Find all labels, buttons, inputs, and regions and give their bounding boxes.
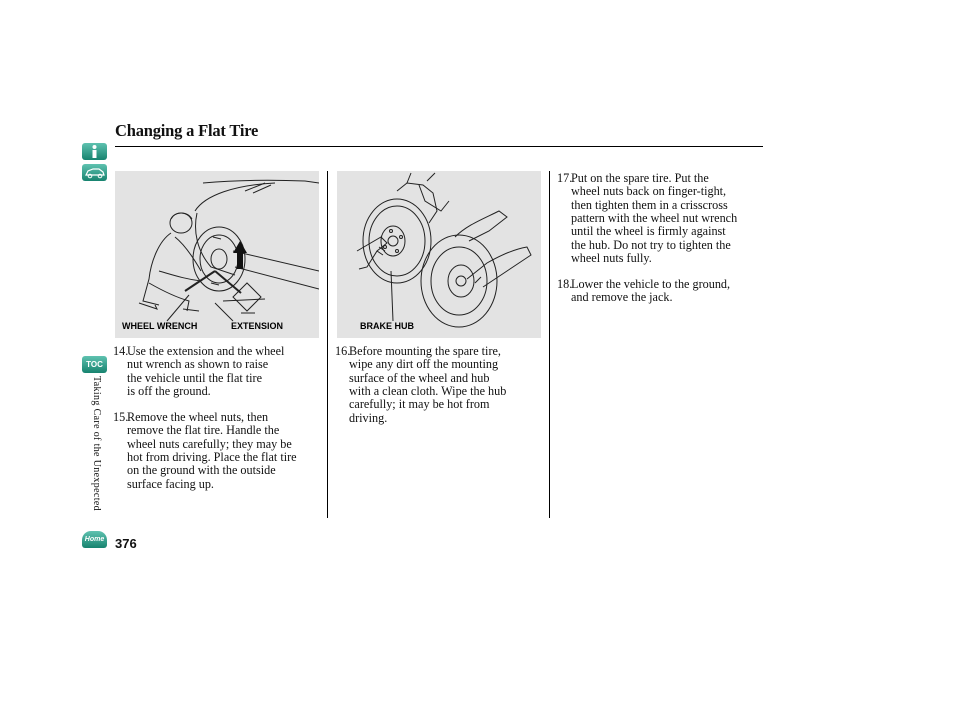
- step-line: then tighten them in a crisscross: [571, 197, 728, 212]
- step-18: [557, 278, 730, 305]
- step-line: nut wrench as shown to raise: [127, 357, 269, 372]
- car-icon: [82, 164, 107, 181]
- figure-jack-illustration: [115, 171, 319, 338]
- step-line: pattern with the wheel nut wrench: [571, 211, 738, 226]
- step-line: wipe any dirt off the mounting: [349, 357, 499, 372]
- step-number: 14.: [113, 344, 129, 358]
- step-line: carefully; it may be hot from: [349, 397, 490, 412]
- step-line: hot from driving. Place the flat tire: [127, 450, 297, 465]
- callout-wheel-wrench: WHEEL WRENCH: [122, 321, 198, 331]
- step-line: surface of the wheel and hub: [349, 370, 490, 385]
- home-label: Home: [84, 536, 105, 543]
- hub-illustration: [337, 171, 541, 338]
- step-line: the hub. Do not try to tighten the: [571, 237, 731, 252]
- column-divider: [549, 171, 550, 518]
- step-line: Remove the wheel nuts, then: [127, 410, 269, 424]
- step-number: 18.: [557, 277, 573, 291]
- toc-label: TOC: [86, 360, 103, 369]
- step-line: Lower the vehicle to the ground,: [571, 277, 731, 291]
- callout-brake-hub: BRAKE HUB: [360, 321, 414, 331]
- step-15: [113, 411, 297, 491]
- step-14: [113, 345, 284, 398]
- step-16: [335, 345, 506, 425]
- step-line: wheel nuts fully.: [571, 251, 652, 266]
- step-line: and remove the jack.: [571, 290, 673, 305]
- car-tab[interactable]: [82, 164, 107, 181]
- step-line: the vehicle until the flat tire: [127, 370, 263, 385]
- step-line: wheel nuts carefully; they may be: [127, 436, 292, 451]
- step-line: Use the extension and the wheel: [127, 344, 285, 358]
- step-line: with a clean cloth. Wipe the hub: [349, 384, 507, 399]
- step-17: [557, 172, 737, 265]
- title-rule: [115, 146, 763, 147]
- column-divider: [327, 171, 328, 518]
- step-number: 16.: [335, 344, 351, 358]
- step-line: is off the ground.: [127, 384, 211, 399]
- info-icon: [82, 143, 107, 160]
- step-line: remove the flat tire. Handle the: [127, 423, 280, 438]
- step-number: 15.: [113, 410, 129, 424]
- page-number: 376: [115, 536, 137, 551]
- step-line: surface facing up.: [127, 476, 214, 491]
- page-title: Changing a Flat Tire: [115, 121, 259, 140]
- jack-illustration: [115, 171, 319, 338]
- step-line: driving.: [349, 410, 388, 425]
- step-line: wheel nuts back on finger-tight,: [571, 184, 727, 199]
- step-line: Before mounting the spare tire,: [349, 344, 501, 358]
- home-tab[interactable]: [82, 531, 107, 548]
- step-line: Put on the spare tire. Put the: [571, 171, 709, 185]
- info-tab[interactable]: [82, 143, 107, 160]
- callout-extension: EXTENSION: [231, 321, 284, 331]
- step-number: 17.: [557, 171, 573, 185]
- section-label: Taking Care of the Unexpected: [91, 376, 102, 511]
- toc-tab[interactable]: [82, 356, 107, 373]
- step-line: until the wheel is firmly against: [571, 224, 726, 239]
- step-line: on the ground with the outside: [127, 463, 276, 478]
- figure-hub-illustration: [337, 171, 541, 338]
